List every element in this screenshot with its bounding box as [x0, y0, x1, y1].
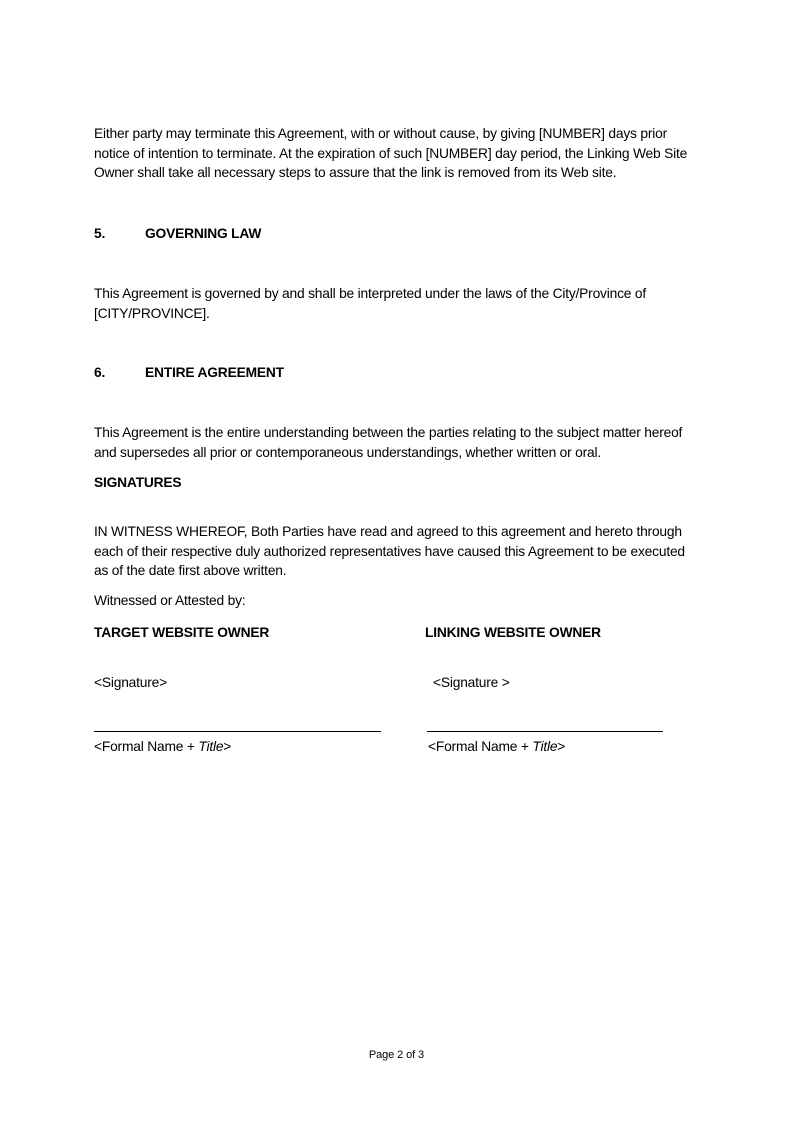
section-5-number: 5.	[94, 226, 106, 241]
target-owner-party-label: TARGET WEBSITE OWNER	[94, 625, 270, 640]
page-number: Page 2 of 3	[368, 1049, 425, 1061]
governing-law-paragraph: This Agreement is governed by and shall be interpreted under the laws of the City/Province of [CITY/PROVINCE].	[94, 286, 646, 321]
linking-owner-name-placeholder	[428, 737, 565, 757]
target-owner-signature-placeholder: <Signature>	[94, 675, 167, 690]
section-6-title: ENTIRE AGREEMENT	[145, 365, 284, 380]
target-owner-name-prefix: <Formal Name +	[94, 739, 199, 754]
target-owner-signature-line	[94, 731, 381, 732]
signature-block-target-owner	[94, 623, 394, 773]
linking-owner-signature-placeholder: <Signature >	[433, 675, 510, 690]
linking-owner-party-label: LINKING WEBSITE OWNER	[425, 625, 601, 640]
witness-whereof-paragraph: IN WITNESS WHEREOF, Both Parties have read and agreed to this agreement and hereto through each of their respective duly authorized representatives have caused this Agreement to be executed as of the date first above written.	[94, 524, 685, 579]
target-owner-name-title-italic: Title	[198, 739, 224, 754]
target-owner-name-placeholder	[94, 737, 231, 757]
attested-by-line: Witnessed or Attested by:	[94, 593, 246, 608]
section-5-heading	[94, 224, 698, 244]
linking-owner-name-prefix: <Formal Name +	[428, 739, 533, 754]
section-6-heading	[94, 363, 698, 383]
target-owner-name-suffix: >	[223, 739, 232, 754]
linking-owner-name-title-italic: Title	[532, 739, 558, 754]
entire-agreement-paragraph: This Agreement is the entire understanding between the parties relating to the subject matter hereof and supersedes all prior or contemporaneous understandings, whether written or oral.	[94, 425, 683, 460]
termination-paragraph: Either party may terminate this Agreement, with or without cause, by giving [NUMBER] days prior notice of intention to terminate. At the expiration of such [NUMBER] day period, the Linking Web Site Owner shall take all necessary steps to assure that the link is removed from its Web site.	[94, 126, 688, 181]
signatures-heading: SIGNATURES	[94, 475, 182, 490]
linking-owner-signature-line	[427, 731, 663, 732]
section-6-number: 6.	[94, 365, 106, 380]
linking-owner-name-suffix: >	[557, 739, 566, 754]
signature-block-linking-owner	[425, 623, 675, 773]
section-5-title: GOVERNING LAW	[145, 226, 262, 241]
